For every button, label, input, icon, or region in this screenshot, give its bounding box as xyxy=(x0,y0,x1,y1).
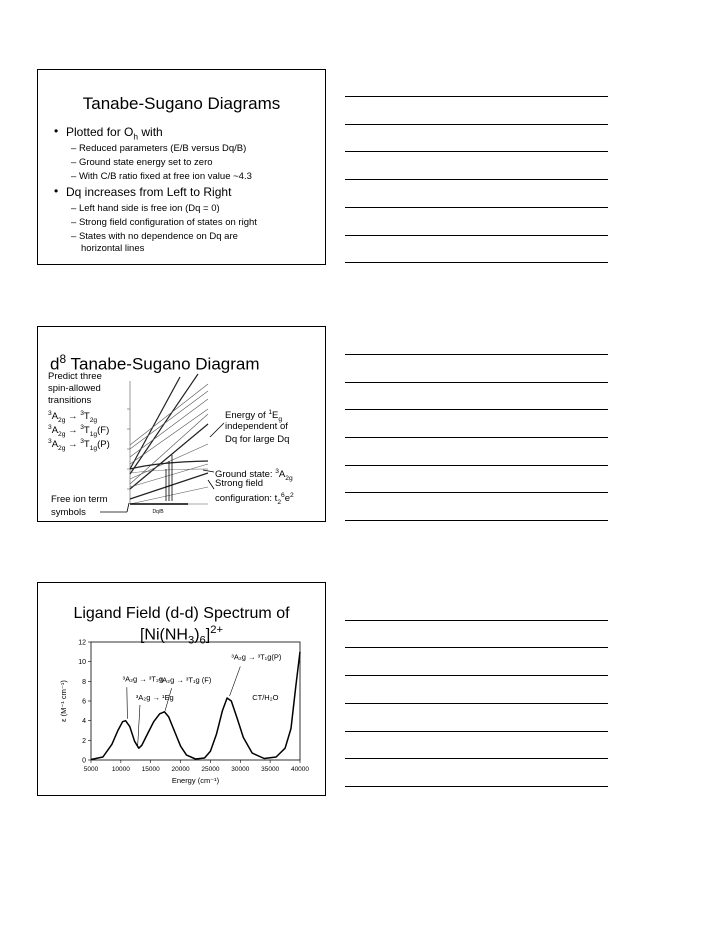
note-line xyxy=(345,520,608,521)
x-tick-label: 30000 xyxy=(231,766,250,773)
slide-title: Tanabe-Sugano Diagrams xyxy=(82,94,281,113)
note-line xyxy=(345,382,608,383)
note-line xyxy=(345,354,608,355)
note-line xyxy=(345,179,608,180)
note-line xyxy=(345,124,608,125)
spectrum-line xyxy=(91,652,300,760)
bullet-text-post: with xyxy=(138,125,163,139)
energy-eg-note: Energy of $^1E_g$ xyxy=(225,409,283,424)
annotation-pointer-t2g xyxy=(127,687,128,718)
x-tick-label: 20000 xyxy=(171,766,190,773)
bullet-text: Plotted for O xyxy=(66,125,134,139)
x-tick-label: 40000 xyxy=(290,766,310,773)
note-line xyxy=(345,620,608,621)
predict-text: Predict three xyxy=(48,371,102,382)
energy-eg-note: Dq for large Dq xyxy=(225,434,290,445)
plot-area xyxy=(59,640,309,786)
strong-field-config: configuration: $t_2^6e^2$ xyxy=(215,492,294,507)
predict-text: transitions xyxy=(48,395,92,406)
annotation-pointer-t1g-p xyxy=(230,667,241,697)
x-tick-label: 35000 xyxy=(261,766,280,773)
free-ion-label: Free ion term xyxy=(51,494,108,505)
bullet-dot: • xyxy=(54,124,59,138)
transition-t1g-f: $^3A_{2g} \to ^3T_{1g}(F)$ xyxy=(48,424,110,439)
y-tick-label: 10 xyxy=(78,659,86,667)
note-line xyxy=(345,437,608,438)
bullet-text: Dq increases from Left to Right xyxy=(66,185,232,199)
note-line xyxy=(345,207,608,208)
ground-state-label: Ground state: $^3A_{2g}$ xyxy=(215,468,293,483)
transition-t2g: $^3A_{2g} \to ^3T_{2g}$ xyxy=(48,410,98,425)
slide-spectrum xyxy=(37,582,326,796)
annotation-t1g-f: ³A₂g → ³T₁g (F) xyxy=(159,675,212,685)
x-axis-label: Energy (cm⁻¹) xyxy=(171,776,220,785)
x-tick-label: 25000 xyxy=(201,766,220,773)
bullet-text-sub: h xyxy=(133,131,139,142)
annotation-t1g-p: ³A₂g → ³T₁g(P) xyxy=(231,652,282,662)
note-line xyxy=(345,731,608,732)
note-line xyxy=(345,703,608,704)
energy-eg-note: independent of xyxy=(225,421,288,432)
x-tick-label: 15000 xyxy=(141,766,160,773)
annotation-pointer-eg xyxy=(138,705,140,747)
annotation-arrows xyxy=(38,327,326,522)
sub-bullet: – Strong field configuration of states on right xyxy=(71,217,257,228)
sub-bullet: – Left hand side is free ion (Dq = 0) xyxy=(71,203,220,214)
note-line xyxy=(345,151,608,152)
predict-text: spin-allowed xyxy=(48,383,101,394)
sub-bullet: – With C/B ratio fixed at free ion value ~4.3 xyxy=(71,171,252,182)
y-tick-label: 0 xyxy=(82,757,86,765)
annotation-t2g: ³A₂g → ³T₂g xyxy=(122,674,164,684)
spectrum-chart xyxy=(38,638,326,796)
annotation-ct: CT/H₂O xyxy=(252,693,279,703)
note-line xyxy=(345,786,608,787)
y-tick-label: 6 xyxy=(82,698,86,706)
sub-bullet: – States with no dependence on Dq are xyxy=(71,231,238,242)
note-line xyxy=(345,647,608,648)
note-line xyxy=(345,235,608,236)
x-tick-label: 5000 xyxy=(83,766,99,773)
slide-tanabe-sugano-intro xyxy=(37,69,326,265)
y-tick-label: 2 xyxy=(82,737,86,745)
note-line xyxy=(345,96,608,97)
free-ion-label: symbols xyxy=(51,507,86,518)
note-line xyxy=(345,492,608,493)
slide-d8-diagram xyxy=(37,326,326,522)
slide-title-line1: Ligand Field (d-d) Spectrum of xyxy=(73,605,290,622)
sub-bullet-continuation: horizontal lines xyxy=(81,243,145,254)
sub-bullet: – Reduced parameters (E/B versus Dq/B) xyxy=(71,143,247,154)
strong-field-label: Strong field xyxy=(215,478,264,489)
note-line xyxy=(345,262,608,263)
note-line xyxy=(345,409,608,410)
y-tick-label: 12 xyxy=(78,639,86,647)
y-tick-label: 4 xyxy=(82,718,86,726)
slide-title: $d^8$ Tanabe-Sugano Diagram xyxy=(50,352,260,374)
y-tick-label: 8 xyxy=(82,678,86,686)
note-line xyxy=(345,758,608,759)
annotation-eg: ³A₂g → ¹Eg xyxy=(135,693,174,703)
transition-t1g-p: $^3A_{2g} \to ^3T_{1g}(P)$ xyxy=(48,438,110,453)
note-line xyxy=(345,465,608,466)
slide-title-line2: $[Ni(NH_3)_6]^{2+}$ xyxy=(139,624,223,647)
y-axis-label: ε (M⁻¹ cm⁻¹) xyxy=(59,680,68,722)
bullet-dot: • xyxy=(54,184,59,198)
x-tick-label: 10000 xyxy=(111,766,130,773)
diagram-xlabel: Dq/B xyxy=(152,509,164,514)
sub-bullet: – Ground state energy set to zero xyxy=(71,157,213,168)
note-line xyxy=(345,675,608,676)
